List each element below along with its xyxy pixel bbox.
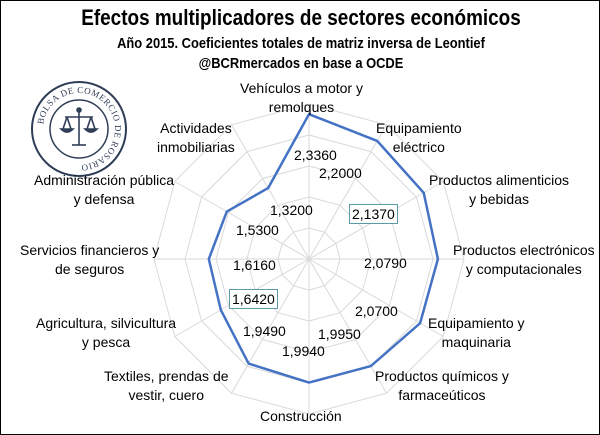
category-label-line: Textiles, prendas de [104,368,229,384]
category-label [428,314,525,352]
chart-subtitle: Año 2015. Coeficientes totales de matriz inversa de Leontief [117,35,485,52]
category-label [260,407,342,426]
category-label-line: y computacionales [465,261,582,277]
value-label: 1,5300 [236,222,279,238]
category-label-line: maquinaria [441,334,511,350]
category-label-line: Equipamiento y [428,315,525,331]
chart-title: Efectos multiplicadores de sectores económicos [81,5,521,30]
category-label-line: Servicios financieros y [20,242,160,258]
category-label-line: inmobiliarias [157,139,235,155]
category-label-line: Productos químicos y [375,368,509,384]
category-label-line: farmaceúticos [398,387,486,403]
value-label: 2,0790 [364,255,407,271]
category-label-line: Agricultura, silvicultura [36,315,177,331]
value-label: 1,9490 [243,323,286,339]
category-label-line: Administración pública [34,172,175,188]
category-label [36,314,176,352]
category-label [375,367,509,405]
category-label-line: y bebidas [469,191,529,207]
category-label [34,171,174,209]
value-label: 1,3200 [270,202,313,218]
category-label [429,171,569,209]
value-label: 1,6420 [229,289,278,309]
category-label [104,367,229,405]
value-label: 2,1370 [349,204,398,224]
category-label [453,241,595,279]
category-label [20,241,159,279]
category-label [376,119,462,157]
category-label [240,79,363,117]
category-label-line: Construcción [260,408,342,424]
category-label-line: eléctrico [392,139,445,155]
category-label-line: y pesca [81,334,131,350]
category-label-line: y defensa [73,191,135,207]
value-label: 1,9940 [282,343,325,359]
value-label: 1,9950 [318,326,361,342]
category-label-line: Productos alimenticios [429,172,570,188]
category-label [157,119,235,157]
value-label: 2,3360 [294,147,337,163]
value-label: 2,0700 [355,303,398,319]
chart-credit: @BCRmercados en base a OCDE [198,55,404,72]
value-label: 2,2000 [319,165,362,181]
category-label-line: Productos electrónicos [453,242,595,258]
category-label-line: de seguros [55,261,125,277]
category-label-line: vestir, cuero [128,387,204,403]
category-label-line: Equipamiento [376,120,462,136]
logo-ring-text: BOLSA DE COMERCIO DE ROSARIO [35,84,124,174]
category-label-line: remolques [268,99,335,115]
value-label: 1,6160 [233,257,276,273]
bcr-logo [29,79,129,179]
category-label-line: Actividades [160,120,232,136]
category-label-line: Vehículos a motor y [240,80,363,96]
